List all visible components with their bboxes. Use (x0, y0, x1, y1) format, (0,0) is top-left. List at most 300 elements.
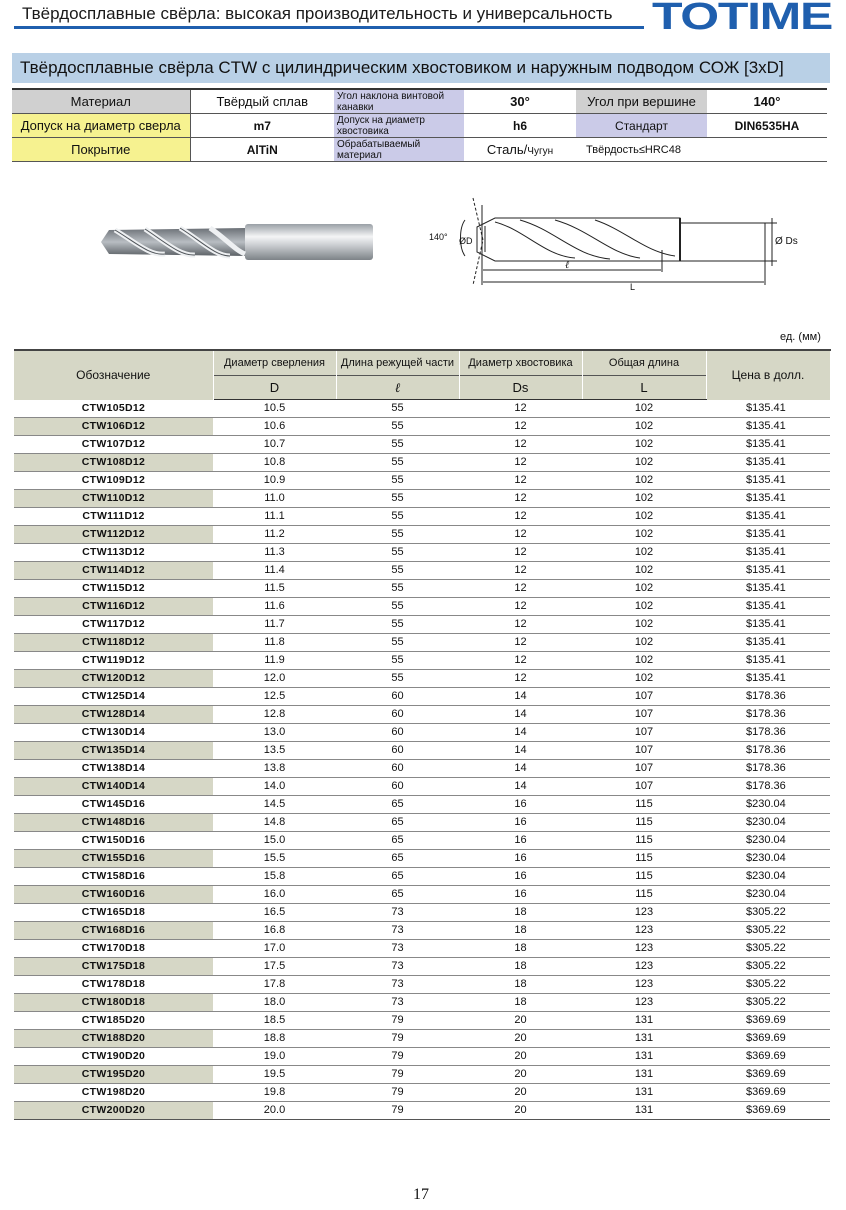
cell-code: CTW111D12 (14, 508, 213, 526)
cell-code: CTW128D14 (14, 706, 213, 724)
cell-code: CTW145D16 (14, 796, 213, 814)
point-angle-label: Угол при вершине (576, 89, 707, 114)
table-row (14, 400, 830, 418)
cell-diameter: 11.9 (213, 652, 336, 670)
cell-diameter: 19.8 (213, 1084, 336, 1102)
cell-shank-diameter: 12 (459, 670, 582, 688)
cell-diameter: 17.0 (213, 940, 336, 958)
cell-shank-diameter: 14 (459, 760, 582, 778)
table-row (14, 922, 830, 940)
cell-cutting-length: 55 (336, 580, 459, 598)
table-row (14, 1012, 830, 1030)
cell-total-length: 102 (582, 454, 706, 472)
cell-code: CTW109D12 (14, 472, 213, 490)
header-rule (14, 26, 644, 29)
cell-cutting-length: 73 (336, 958, 459, 976)
cell-code: CTW178D18 (14, 976, 213, 994)
table-row (14, 1102, 830, 1120)
cell-shank-diameter: 12 (459, 526, 582, 544)
cell-diameter: 11.0 (213, 490, 336, 508)
cell-price: $135.41 (706, 490, 830, 508)
cell-cutting-length: 55 (336, 598, 459, 616)
cell-price: $305.22 (706, 976, 830, 994)
cell-price: $369.69 (706, 1084, 830, 1102)
cell-price: $135.41 (706, 634, 830, 652)
workpiece-main: Сталь/ (486, 142, 528, 157)
cell-shank-diameter: 20 (459, 1030, 582, 1048)
drill-technical-drawing (425, 190, 825, 300)
shank-tolerance-value: h6 (464, 114, 576, 138)
cell-code: CTW158D16 (14, 868, 213, 886)
cell-shank-diameter: 20 (459, 1048, 582, 1066)
table-row (14, 1048, 830, 1066)
cell-total-length: 102 (582, 472, 706, 490)
cell-price: $230.04 (706, 850, 830, 868)
cell-code: CTW140D14 (14, 778, 213, 796)
cell-total-length: 102 (582, 562, 706, 580)
cell-total-length: 102 (582, 670, 706, 688)
material-value: Твёрдый сплав (190, 89, 334, 114)
cell-cutting-length: 73 (336, 994, 459, 1012)
cell-total-length: 102 (582, 652, 706, 670)
cell-code: CTW198D20 (14, 1084, 213, 1102)
L-label: L (630, 282, 636, 292)
cell-price: $305.22 (706, 904, 830, 922)
page-number: 17 (413, 1186, 429, 1203)
cell-diameter: 16.8 (213, 922, 336, 940)
cell-total-length: 107 (582, 742, 706, 760)
cell-diameter: 15.5 (213, 850, 336, 868)
cell-diameter: 17.8 (213, 976, 336, 994)
cell-diameter: 15.8 (213, 868, 336, 886)
cell-diameter: 12.0 (213, 670, 336, 688)
drill-table (14, 349, 831, 1120)
cell-price: $230.04 (706, 814, 830, 832)
table-row (14, 994, 830, 1012)
cell-price: $305.22 (706, 940, 830, 958)
cell-diameter: 18.0 (213, 994, 336, 1012)
table-row (14, 706, 830, 724)
cell-shank-diameter: 18 (459, 994, 582, 1012)
table-row (14, 508, 830, 526)
cell-price: $230.04 (706, 832, 830, 850)
cell-code: CTW105D12 (14, 400, 213, 418)
cell-price: $305.22 (706, 958, 830, 976)
cell-diameter: 13.8 (213, 760, 336, 778)
cell-shank-diameter: 18 (459, 904, 582, 922)
table-row (14, 904, 830, 922)
cell-total-length: 123 (582, 958, 706, 976)
section-banner: Твёрдосплавные свёрла CTW с цилиндрическим хвостовиком и наружным подводом СОЖ [3xD] (12, 53, 830, 83)
cell-code: CTW113D12 (14, 544, 213, 562)
cell-shank-diameter: 16 (459, 814, 582, 832)
cell-shank-diameter: 14 (459, 742, 582, 760)
table-row (14, 886, 830, 904)
cell-code: CTW185D20 (14, 1012, 213, 1030)
hardness-value: Твёрдость≤HRC48 (576, 138, 827, 162)
cell-cutting-length: 60 (336, 778, 459, 796)
cell-code: CTW120D12 (14, 670, 213, 688)
cell-code: CTW119D12 (14, 652, 213, 670)
cell-code: CTW125D14 (14, 688, 213, 706)
cell-cutting-length: 73 (336, 976, 459, 994)
cell-price: $369.69 (706, 1012, 830, 1030)
cell-shank-diameter: 12 (459, 598, 582, 616)
cell-shank-diameter: 14 (459, 724, 582, 742)
cell-diameter: 19.0 (213, 1048, 336, 1066)
cell-price: $369.69 (706, 1030, 830, 1048)
cell-cutting-length: 65 (336, 814, 459, 832)
drill-tolerance-value: m7 (190, 114, 334, 138)
cell-code: CTW106D12 (14, 418, 213, 436)
cell-total-length: 102 (582, 634, 706, 652)
helix-label: Угол наклона винтовой канавки (334, 89, 464, 114)
ds-label: Ø Ds (775, 236, 798, 247)
shank-tolerance-label: Допуск на диаметр хвостовика (334, 114, 464, 138)
cell-code: CTW160D16 (14, 886, 213, 904)
cell-price: $135.41 (706, 652, 830, 670)
workpiece-value (464, 138, 576, 162)
angle-label: 140° (429, 232, 448, 242)
cell-shank-diameter: 12 (459, 472, 582, 490)
cell-cutting-length: 60 (336, 742, 459, 760)
table-row (14, 850, 830, 868)
cell-code: CTW118D12 (14, 634, 213, 652)
cell-total-length: 115 (582, 814, 706, 832)
table-row (14, 778, 830, 796)
cell-shank-diameter: 20 (459, 1084, 582, 1102)
cell-diameter: 11.4 (213, 562, 336, 580)
cell-total-length: 102 (582, 544, 706, 562)
cell-diameter: 14.5 (213, 796, 336, 814)
units-label: ед. (мм) (780, 331, 821, 343)
cell-diameter: 18.5 (213, 1012, 336, 1030)
cell-cutting-length: 79 (336, 1048, 459, 1066)
cell-shank-diameter: 12 (459, 454, 582, 472)
cell-shank-diameter: 18 (459, 958, 582, 976)
cell-total-length: 131 (582, 1030, 706, 1048)
cell-price: $178.36 (706, 778, 830, 796)
cell-diameter: 17.5 (213, 958, 336, 976)
cell-cutting-length: 79 (336, 1066, 459, 1084)
cell-diameter: 10.5 (213, 400, 336, 418)
table-row (14, 580, 830, 598)
table-row (14, 472, 830, 490)
cell-price: $230.04 (706, 886, 830, 904)
table-row (14, 598, 830, 616)
cell-total-length: 131 (582, 1012, 706, 1030)
cell-code: CTW114D12 (14, 562, 213, 580)
cell-diameter: 19.5 (213, 1066, 336, 1084)
cell-price: $178.36 (706, 742, 830, 760)
col-header-cutting-length: Длина режущей части (336, 350, 459, 376)
cell-total-length: 115 (582, 850, 706, 868)
table-row (14, 1084, 830, 1102)
cell-code: CTW150D16 (14, 832, 213, 850)
cell-price: $135.41 (706, 454, 830, 472)
col-header-diameter: Диаметр сверления (213, 350, 336, 376)
cell-price: $230.04 (706, 796, 830, 814)
cell-diameter: 16.0 (213, 886, 336, 904)
cell-total-length: 107 (582, 706, 706, 724)
cell-shank-diameter: 14 (459, 688, 582, 706)
cell-total-length: 123 (582, 940, 706, 958)
cell-diameter: 11.6 (213, 598, 336, 616)
cell-diameter: 10.7 (213, 436, 336, 454)
cell-code: CTW190D20 (14, 1048, 213, 1066)
cell-total-length: 123 (582, 994, 706, 1012)
cell-price: $135.41 (706, 526, 830, 544)
cell-price: $135.41 (706, 418, 830, 436)
table-row (14, 418, 830, 436)
cell-diameter: 11.8 (213, 634, 336, 652)
cell-shank-diameter: 20 (459, 1102, 582, 1120)
cell-shank-diameter: 16 (459, 868, 582, 886)
cell-cutting-length: 55 (336, 652, 459, 670)
cell-cutting-length: 60 (336, 706, 459, 724)
cell-shank-diameter: 18 (459, 922, 582, 940)
cell-cutting-length: 55 (336, 544, 459, 562)
standard-label: Стандарт (576, 114, 707, 138)
table-row (14, 796, 830, 814)
cell-diameter: 11.1 (213, 508, 336, 526)
table-row (14, 526, 830, 544)
cell-shank-diameter: 12 (459, 652, 582, 670)
cell-diameter: 14.0 (213, 778, 336, 796)
cell-cutting-length: 60 (336, 688, 459, 706)
cell-price: $135.41 (706, 508, 830, 526)
cell-price: $135.41 (706, 580, 830, 598)
cell-cutting-length: 55 (336, 400, 459, 418)
spec-table (12, 88, 827, 162)
cell-shank-diameter: 20 (459, 1066, 582, 1084)
cell-diameter: 11.7 (213, 616, 336, 634)
standard-value: DIN6535HA (707, 114, 827, 138)
cell-price: $178.36 (706, 688, 830, 706)
cell-cutting-length: 73 (336, 904, 459, 922)
cell-total-length: 115 (582, 796, 706, 814)
d-label: ØD (459, 236, 473, 246)
cell-shank-diameter: 12 (459, 634, 582, 652)
cell-diameter: 13.5 (213, 742, 336, 760)
cell-shank-diameter: 12 (459, 616, 582, 634)
sym-l: ℓ (336, 376, 459, 400)
cell-diameter: 14.8 (213, 814, 336, 832)
cell-price: $369.69 (706, 1102, 830, 1120)
cell-diameter: 10.9 (213, 472, 336, 490)
cell-total-length: 102 (582, 598, 706, 616)
cell-code: CTW195D20 (14, 1066, 213, 1084)
table-row (14, 490, 830, 508)
cell-shank-diameter: 18 (459, 940, 582, 958)
table-row (14, 832, 830, 850)
cell-cutting-length: 55 (336, 562, 459, 580)
cell-code: CTW188D20 (14, 1030, 213, 1048)
cell-price: $135.41 (706, 472, 830, 490)
cell-code: CTW155D16 (14, 850, 213, 868)
cell-total-length: 131 (582, 1102, 706, 1120)
helix-value: 30° (464, 89, 576, 114)
cell-cutting-length: 65 (336, 886, 459, 904)
table-row (14, 688, 830, 706)
cell-price: $135.41 (706, 598, 830, 616)
table-row (14, 1030, 830, 1048)
cell-price: $135.41 (706, 436, 830, 454)
cell-code: CTW130D14 (14, 724, 213, 742)
cell-code: CTW170D18 (14, 940, 213, 958)
table-row (14, 724, 830, 742)
cell-cutting-length: 73 (336, 940, 459, 958)
cell-total-length: 107 (582, 688, 706, 706)
cell-shank-diameter: 12 (459, 400, 582, 418)
cell-diameter: 16.5 (213, 904, 336, 922)
table-row (14, 544, 830, 562)
cell-price: $135.41 (706, 670, 830, 688)
table-row (14, 562, 830, 580)
cell-cutting-length: 65 (336, 796, 459, 814)
cell-total-length: 102 (582, 436, 706, 454)
cell-price: $135.41 (706, 616, 830, 634)
cell-cutting-length: 60 (336, 724, 459, 742)
cell-total-length: 102 (582, 508, 706, 526)
table-body (14, 400, 830, 1120)
cell-total-length: 102 (582, 616, 706, 634)
page-header-title: Твёрдосплавные свёрла: высокая производительность и универсальность (22, 4, 613, 23)
cell-total-length: 102 (582, 490, 706, 508)
cell-cutting-length: 55 (336, 436, 459, 454)
cell-diameter: 18.8 (213, 1030, 336, 1048)
cell-code: CTW148D16 (14, 814, 213, 832)
cell-price: $369.69 (706, 1066, 830, 1084)
cell-cutting-length: 79 (336, 1012, 459, 1030)
table-row (14, 670, 830, 688)
point-angle-value: 140° (707, 89, 827, 114)
col-header-total-length: Общая длина (582, 350, 706, 376)
table-row (14, 652, 830, 670)
sym-L: L (582, 376, 706, 400)
cell-shank-diameter: 14 (459, 706, 582, 724)
cell-code: CTW138D14 (14, 760, 213, 778)
cell-shank-diameter: 16 (459, 850, 582, 868)
cell-code: CTW115D12 (14, 580, 213, 598)
table-row (14, 958, 830, 976)
cell-price: $305.22 (706, 922, 830, 940)
cell-diameter: 12.5 (213, 688, 336, 706)
cell-diameter: 13.0 (213, 724, 336, 742)
cell-total-length: 131 (582, 1084, 706, 1102)
cell-total-length: 115 (582, 886, 706, 904)
cell-shank-diameter: 12 (459, 490, 582, 508)
cell-total-length: 102 (582, 526, 706, 544)
cell-price: $135.41 (706, 544, 830, 562)
cell-cutting-length: 55 (336, 616, 459, 634)
sym-d: D (213, 376, 336, 400)
cell-code: CTW165D18 (14, 904, 213, 922)
cell-total-length: 131 (582, 1066, 706, 1084)
cell-code: CTW117D12 (14, 616, 213, 634)
cell-code: CTW116D12 (14, 598, 213, 616)
workpiece-label: Обрабатываемый материал (334, 138, 464, 162)
cell-total-length: 102 (582, 418, 706, 436)
cell-diameter: 12.8 (213, 706, 336, 724)
cell-price: $135.41 (706, 400, 830, 418)
table-row (14, 1066, 830, 1084)
table-row (14, 760, 830, 778)
col-header-code: Обозначение (14, 350, 213, 400)
table-row (14, 634, 830, 652)
cell-total-length: 102 (582, 400, 706, 418)
cell-cutting-length: 55 (336, 670, 459, 688)
cell-shank-diameter: 16 (459, 832, 582, 850)
cell-code: CTW107D12 (14, 436, 213, 454)
table-row (14, 436, 830, 454)
cell-shank-diameter: 12 (459, 418, 582, 436)
cell-code: CTW108D12 (14, 454, 213, 472)
col-header-price: Цена в долл. (706, 350, 830, 400)
cell-cutting-length: 55 (336, 508, 459, 526)
cell-price: $305.22 (706, 994, 830, 1012)
cell-diameter: 11.5 (213, 580, 336, 598)
cell-price: $135.41 (706, 562, 830, 580)
cell-diameter: 10.6 (213, 418, 336, 436)
cell-code: CTW110D12 (14, 490, 213, 508)
cell-price: $178.36 (706, 760, 830, 778)
cell-total-length: 123 (582, 922, 706, 940)
cell-total-length: 123 (582, 976, 706, 994)
cell-total-length: 107 (582, 760, 706, 778)
svg-text:TOTIME: TOTIME (652, 0, 832, 34)
table-row (14, 616, 830, 634)
cell-code: CTW168D16 (14, 922, 213, 940)
cell-diameter: 11.2 (213, 526, 336, 544)
col-header-shank-diameter: Диаметр хвостовика (459, 350, 582, 376)
cell-total-length: 107 (582, 724, 706, 742)
cell-shank-diameter: 18 (459, 976, 582, 994)
cell-cutting-length: 55 (336, 490, 459, 508)
cell-cutting-length: 55 (336, 472, 459, 490)
cell-diameter: 11.3 (213, 544, 336, 562)
cell-cutting-length: 65 (336, 850, 459, 868)
cell-cutting-length: 60 (336, 760, 459, 778)
coating-value: AlTiN (190, 138, 334, 162)
cell-cutting-length: 79 (336, 1084, 459, 1102)
cell-price: $230.04 (706, 868, 830, 886)
cell-price: $369.69 (706, 1048, 830, 1066)
drill-tolerance-label: Допуск на диаметр сверла (12, 114, 190, 138)
cell-price: $178.36 (706, 706, 830, 724)
cell-cutting-length: 65 (336, 832, 459, 850)
cell-shank-diameter: 16 (459, 796, 582, 814)
cell-price: $178.36 (706, 724, 830, 742)
cell-cutting-length: 55 (336, 634, 459, 652)
l-label: ℓ (565, 260, 570, 271)
table-row (14, 868, 830, 886)
cell-code: CTW180D18 (14, 994, 213, 1012)
cell-cutting-length: 73 (336, 922, 459, 940)
coating-label: Покрытие (12, 138, 190, 162)
cell-shank-diameter: 12 (459, 580, 582, 598)
cell-diameter: 10.8 (213, 454, 336, 472)
cell-shank-diameter: 16 (459, 886, 582, 904)
cell-total-length: 102 (582, 580, 706, 598)
cell-shank-diameter: 12 (459, 544, 582, 562)
cell-total-length: 115 (582, 832, 706, 850)
cell-shank-diameter: 12 (459, 562, 582, 580)
totime-logo (650, 0, 835, 34)
cell-shank-diameter: 12 (459, 508, 582, 526)
cell-total-length: 123 (582, 904, 706, 922)
cell-cutting-length: 65 (336, 868, 459, 886)
